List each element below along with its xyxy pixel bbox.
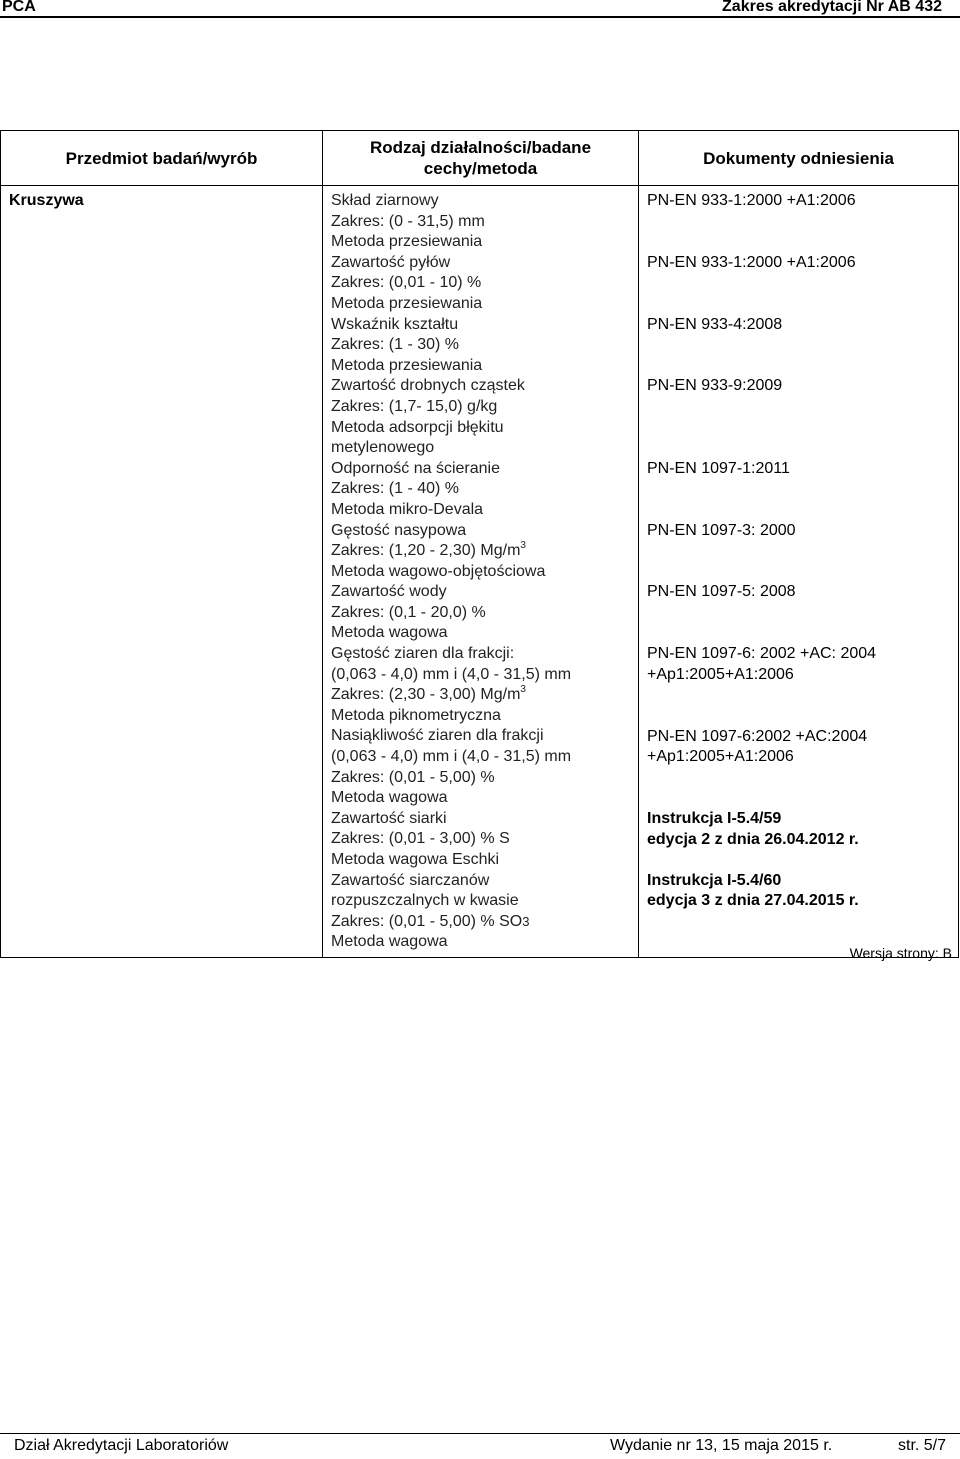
table-header-row (1, 131, 959, 186)
doc-line: edycja 3 z dnia 27.04.2015 r. (647, 892, 859, 910)
doc-block (647, 521, 954, 583)
method-line-text: Zakres: (0,01 - 5,00) % SO (331, 912, 523, 930)
method-line: Zakres: (1 - 30) % (331, 336, 460, 354)
method-line: Zwartość drobnych cząstek (331, 377, 525, 395)
header-activity-line2: cechy/metoda (423, 159, 538, 178)
method-line: Metoda wagowa (331, 789, 448, 807)
doc-line: edycja 2 z dnia 26.04.2012 r. (647, 830, 859, 848)
doc-line: PN-EN 933-1:2000 +A1:2006 (647, 192, 856, 209)
method-block (331, 253, 634, 315)
method-block (331, 191, 634, 253)
doc-line: Instrukcja I-5.4/59 (647, 809, 782, 827)
method-line: Zawartość siarki (331, 809, 447, 827)
method-line (331, 541, 634, 562)
doc-block (647, 809, 954, 871)
method-line: Zakres: (1 - 40) % (331, 480, 460, 498)
accreditation-table (0, 130, 959, 958)
method-line: Metoda wagowo-objętościowa (331, 562, 546, 580)
method-line: Nasiąkliwość ziaren dla frakcji (331, 727, 544, 745)
method-line: Zawartość siarczanów (331, 871, 490, 889)
method-block (331, 871, 634, 953)
header-activity-line1: Rodzaj działalności/badane (369, 138, 592, 157)
doc-block (647, 315, 954, 377)
method-block (331, 726, 634, 808)
method-line: Metoda mikro-Devala (331, 500, 484, 518)
method-block (331, 521, 634, 583)
method-line: (0,063 - 4,0) mm i (4,0 - 31,5) mm (331, 665, 572, 683)
doc-line: PN-EN 1097-6: 2002 +AC: 2004 (647, 645, 877, 663)
method-line: Metoda wagowa Eschki (331, 851, 500, 868)
method-line: Metoda piknometryczna (331, 706, 501, 724)
superscript-3: 3 (520, 540, 526, 552)
method-line: Wskaźnik kształtu (331, 315, 459, 333)
header-title: Zakres akredytacji Nr AB 432 (722, 0, 942, 15)
method-line-text: Zakres: (2,30 - 3,00) Mg/m (331, 686, 521, 704)
doc-line: PN-EN 1097-3: 2000 (647, 521, 796, 539)
superscript-3: 3 (520, 684, 526, 696)
footer-edition: Wydanie nr 13, 15 maja 2015 r. (610, 1437, 833, 1454)
footer-page-number: str. 5/7 (898, 1437, 947, 1454)
doc-block (647, 191, 954, 253)
method-line: Zakres: (0,01 - 3,00) % S (331, 830, 510, 848)
method-line: metylenowego (331, 439, 435, 457)
method-line: rozpuszczalnych w kwasie (331, 892, 519, 910)
method-line: Zakres: (0,01 - 5,00) % (331, 768, 495, 786)
method-line (331, 912, 634, 933)
method-line: Skład ziarnowy (331, 192, 439, 209)
method-line (331, 685, 634, 706)
doc-line: PN-EN 933-1:2000 +A1:2006 (647, 253, 856, 271)
method-block (331, 459, 634, 521)
method-line: Metoda przesiewania (331, 356, 483, 374)
method-block (331, 315, 634, 377)
header-divider (0, 16, 960, 18)
doc-line: PN-EN 933-9:2009 (647, 377, 783, 395)
subscript-3: 3 (522, 913, 530, 929)
page-header (0, 0, 960, 16)
doc-line: PN-EN 1097-6:2002 +AC:2004 (647, 727, 868, 745)
method-line: Zakres: (0 - 31,5) mm (331, 212, 485, 230)
method-block (331, 582, 634, 644)
doc-block (647, 582, 954, 644)
doc-block (647, 871, 954, 912)
method-line: Zakres: (0,01 - 10) % (331, 274, 482, 292)
footer-department: Dział Akredytacji Laboratoriów (14, 1437, 229, 1454)
doc-block (647, 727, 954, 809)
method-line: Metoda wagowa (331, 933, 448, 951)
doc-block (647, 376, 954, 458)
table-row (1, 186, 959, 958)
method-line: Metoda przesiewania (331, 233, 483, 251)
method-line: Zawartość wody (331, 583, 447, 601)
methods-cell (323, 186, 639, 958)
method-line: Gęstość ziaren dla frakcji: (331, 645, 515, 663)
doc-line: +Ap1:2005+A1:2006 (647, 748, 794, 766)
documents-cell (639, 186, 959, 958)
doc-line: PN-EN 933-4:2008 (647, 315, 783, 333)
doc-line: +Ap1:2005+A1:2006 (647, 665, 794, 683)
method-line: Zakres: (1,7- 15,0) g/kg (331, 397, 498, 415)
method-line-text: Zakres: (1,20 - 2,30) Mg/m (331, 542, 521, 560)
method-line: Metoda adsorpcji błękitu (331, 418, 504, 436)
page-version: Wersja strony: B (849, 945, 952, 961)
header-documents: Dokumenty odniesienia (639, 131, 959, 186)
doc-line: PN-EN 1097-1:2011 (647, 459, 790, 477)
doc-block (647, 253, 954, 315)
doc-line: Instrukcja I-5.4/60 (647, 871, 782, 889)
method-block (331, 809, 634, 871)
method-line: Zawartość pyłów (331, 253, 451, 271)
doc-block (647, 459, 954, 521)
footer-divider (0, 1433, 960, 1434)
method-line: Metoda przesiewania (331, 294, 483, 312)
method-line: Zakres: (0,1 - 20,0) % (331, 603, 486, 621)
method-line: Odporność na ścieranie (331, 459, 500, 477)
method-line: Metoda wagowa (331, 624, 448, 642)
header-org: PCA (2, 0, 36, 15)
doc-block (647, 644, 954, 726)
method-line: Gęstość nasypowa (331, 521, 467, 539)
method-block (331, 644, 634, 726)
method-block (331, 376, 634, 458)
header-activity (323, 131, 639, 186)
subject-cell: Kruszywa (1, 186, 323, 958)
header-subject: Przedmiot badań/wyrób (1, 131, 323, 186)
doc-line: PN-EN 1097-5: 2008 (647, 583, 796, 601)
method-line: (0,063 - 4,0) mm i (4,0 - 31,5) mm (331, 748, 572, 766)
